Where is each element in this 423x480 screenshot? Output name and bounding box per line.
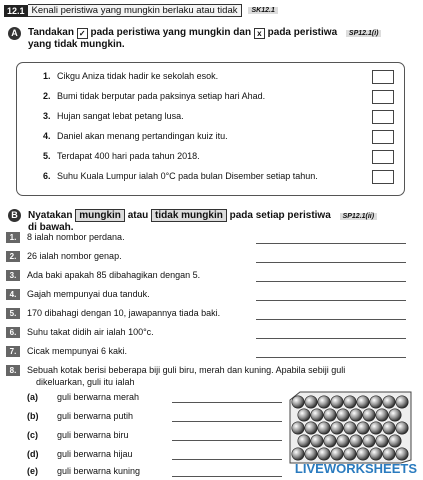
answer-line-3[interactable] — [256, 281, 406, 282]
marble — [324, 435, 336, 447]
answer-line-4[interactable] — [256, 300, 406, 301]
answer-line-8b[interactable] — [172, 421, 282, 422]
marble — [311, 409, 323, 421]
list-item: 4. Daniel akan menang pertandingan kuiz itu. — [43, 131, 228, 141]
marble — [350, 409, 362, 421]
marble — [357, 396, 369, 408]
section-a-panel — [16, 62, 405, 196]
answer-line-8c[interactable] — [172, 440, 282, 441]
section-b-instructions: Nyatakan mungkin atau tidak mungkin pada setiap peristiwa SP12.1(ii) di bawah. — [28, 209, 413, 233]
marble — [292, 448, 304, 460]
section-b-tag: SP12.1(ii) — [340, 213, 378, 220]
marble — [305, 448, 317, 460]
option-item: (c) guli berwarna biru — [27, 430, 129, 440]
answer-line-8a[interactable] — [172, 402, 282, 403]
answer-line-7[interactable] — [256, 357, 406, 358]
answer-box-6[interactable] — [372, 170, 394, 184]
marble — [331, 422, 343, 434]
marble — [337, 409, 349, 421]
question-8: 8. Sebuah kotak berisi beberapa biji guli biru, merah dan kuning. Apabila sebiji guli — [6, 365, 345, 376]
section-b-badge: B — [8, 209, 21, 222]
answer-line-8e[interactable] — [172, 476, 282, 477]
option-item: (a) guli berwarna merah — [27, 392, 140, 402]
liveworksheets-watermark: LIVEWORKSHEETS — [294, 461, 417, 476]
lesson-tag: SK12.1 — [248, 7, 277, 14]
answer-line-2[interactable] — [256, 262, 406, 263]
marble — [376, 435, 388, 447]
marble — [292, 396, 304, 408]
marble — [363, 435, 375, 447]
list-item: 3. Hujan sangat lebat petang lusa. — [43, 111, 184, 121]
marble — [383, 396, 395, 408]
lesson-number: 12.1 — [4, 5, 28, 17]
marble — [331, 396, 343, 408]
lesson-header — [4, 4, 278, 17]
answer-box-5[interactable] — [372, 150, 394, 164]
option-item: (e) guli berwarna kuning — [27, 466, 141, 476]
answer-box-2[interactable] — [372, 90, 394, 104]
answer-line-8d[interactable] — [172, 459, 282, 460]
list-item: 6. Suhu Kuala Lumpur ialah 0°C pada bulan Disember setiap tahun. — [43, 171, 318, 181]
marble — [324, 409, 336, 421]
marble — [370, 448, 382, 460]
marble — [376, 409, 388, 421]
lesson-title: Kenali peristiwa yang mungkin berlaku atau tidak — [28, 4, 243, 17]
marble — [383, 422, 395, 434]
list-item: 2. 26 ialah nombor genap. — [6, 251, 122, 262]
marble — [396, 396, 408, 408]
check-symbol-icon: ✓ — [77, 28, 88, 39]
marble — [344, 396, 356, 408]
answer-line-6[interactable] — [256, 338, 406, 339]
marble — [318, 422, 330, 434]
marble — [389, 409, 401, 421]
marble — [396, 422, 408, 434]
section-a-tag: SP12.1(i) — [346, 30, 382, 37]
marble — [318, 448, 330, 460]
marble — [350, 435, 362, 447]
option-item: (b) guli berwarna putih — [27, 411, 134, 421]
marble — [389, 435, 401, 447]
section-a-badge: A — [8, 27, 21, 40]
list-item: 7. Cicak mempunyai 6 kaki. — [6, 346, 127, 357]
list-item: 5. Terdapat 400 hari pada tahun 2018. — [43, 151, 200, 161]
marble — [311, 435, 323, 447]
list-item: 1. Cikgu Aniza tidak hadir ke sekolah esok. — [43, 71, 219, 81]
marble — [370, 422, 382, 434]
answer-box-1[interactable] — [372, 70, 394, 84]
question-8-text: dikeluarkan, guli itu ialah — [36, 377, 135, 387]
answer-line-5[interactable] — [256, 319, 406, 320]
marble — [383, 448, 395, 460]
marble — [331, 448, 343, 460]
marble — [305, 422, 317, 434]
section-a-instructions: Tandakan ✓ pada peristiwa yang mungkin dan x pada peristiwa SP12.1(i) yang tidak mungkin. — [28, 27, 408, 50]
marble — [298, 409, 310, 421]
marble — [357, 422, 369, 434]
list-item: 4. Gajah mempunyai dua tanduk. — [6, 289, 150, 300]
list-item: 1. 8 ialah nombor perdana. — [6, 232, 125, 243]
marble — [298, 435, 310, 447]
word-tidak-mungkin: tidak mungkin — [151, 209, 227, 222]
marble — [344, 448, 356, 460]
marble — [363, 409, 375, 421]
marble — [305, 396, 317, 408]
marble — [370, 396, 382, 408]
answer-box-3[interactable] — [372, 110, 394, 124]
marble — [357, 448, 369, 460]
list-item: 6. Suhu takat didih air ialah 100°c. — [6, 327, 154, 338]
list-item: 3. Ada baki apakah 85 dibahagikan dengan 5. — [6, 270, 200, 281]
answer-line-1[interactable] — [256, 243, 406, 244]
marble — [344, 422, 356, 434]
marble — [396, 448, 408, 460]
option-item: (d) guli berwarna hijau — [27, 449, 133, 459]
marble — [337, 435, 349, 447]
marble — [318, 396, 330, 408]
marbles-box-illustration — [288, 390, 413, 465]
list-item: 2. Bumi tidak berputar pada paksinya setiap hari Ahad. — [43, 91, 266, 101]
answer-box-4[interactable] — [372, 130, 394, 144]
list-item: 5. 170 dibahagi dengan 10, jawapannya tiada baki. — [6, 308, 220, 319]
cross-symbol-icon: x — [254, 28, 265, 39]
marble — [292, 422, 304, 434]
word-mungkin: mungkin — [75, 209, 125, 222]
